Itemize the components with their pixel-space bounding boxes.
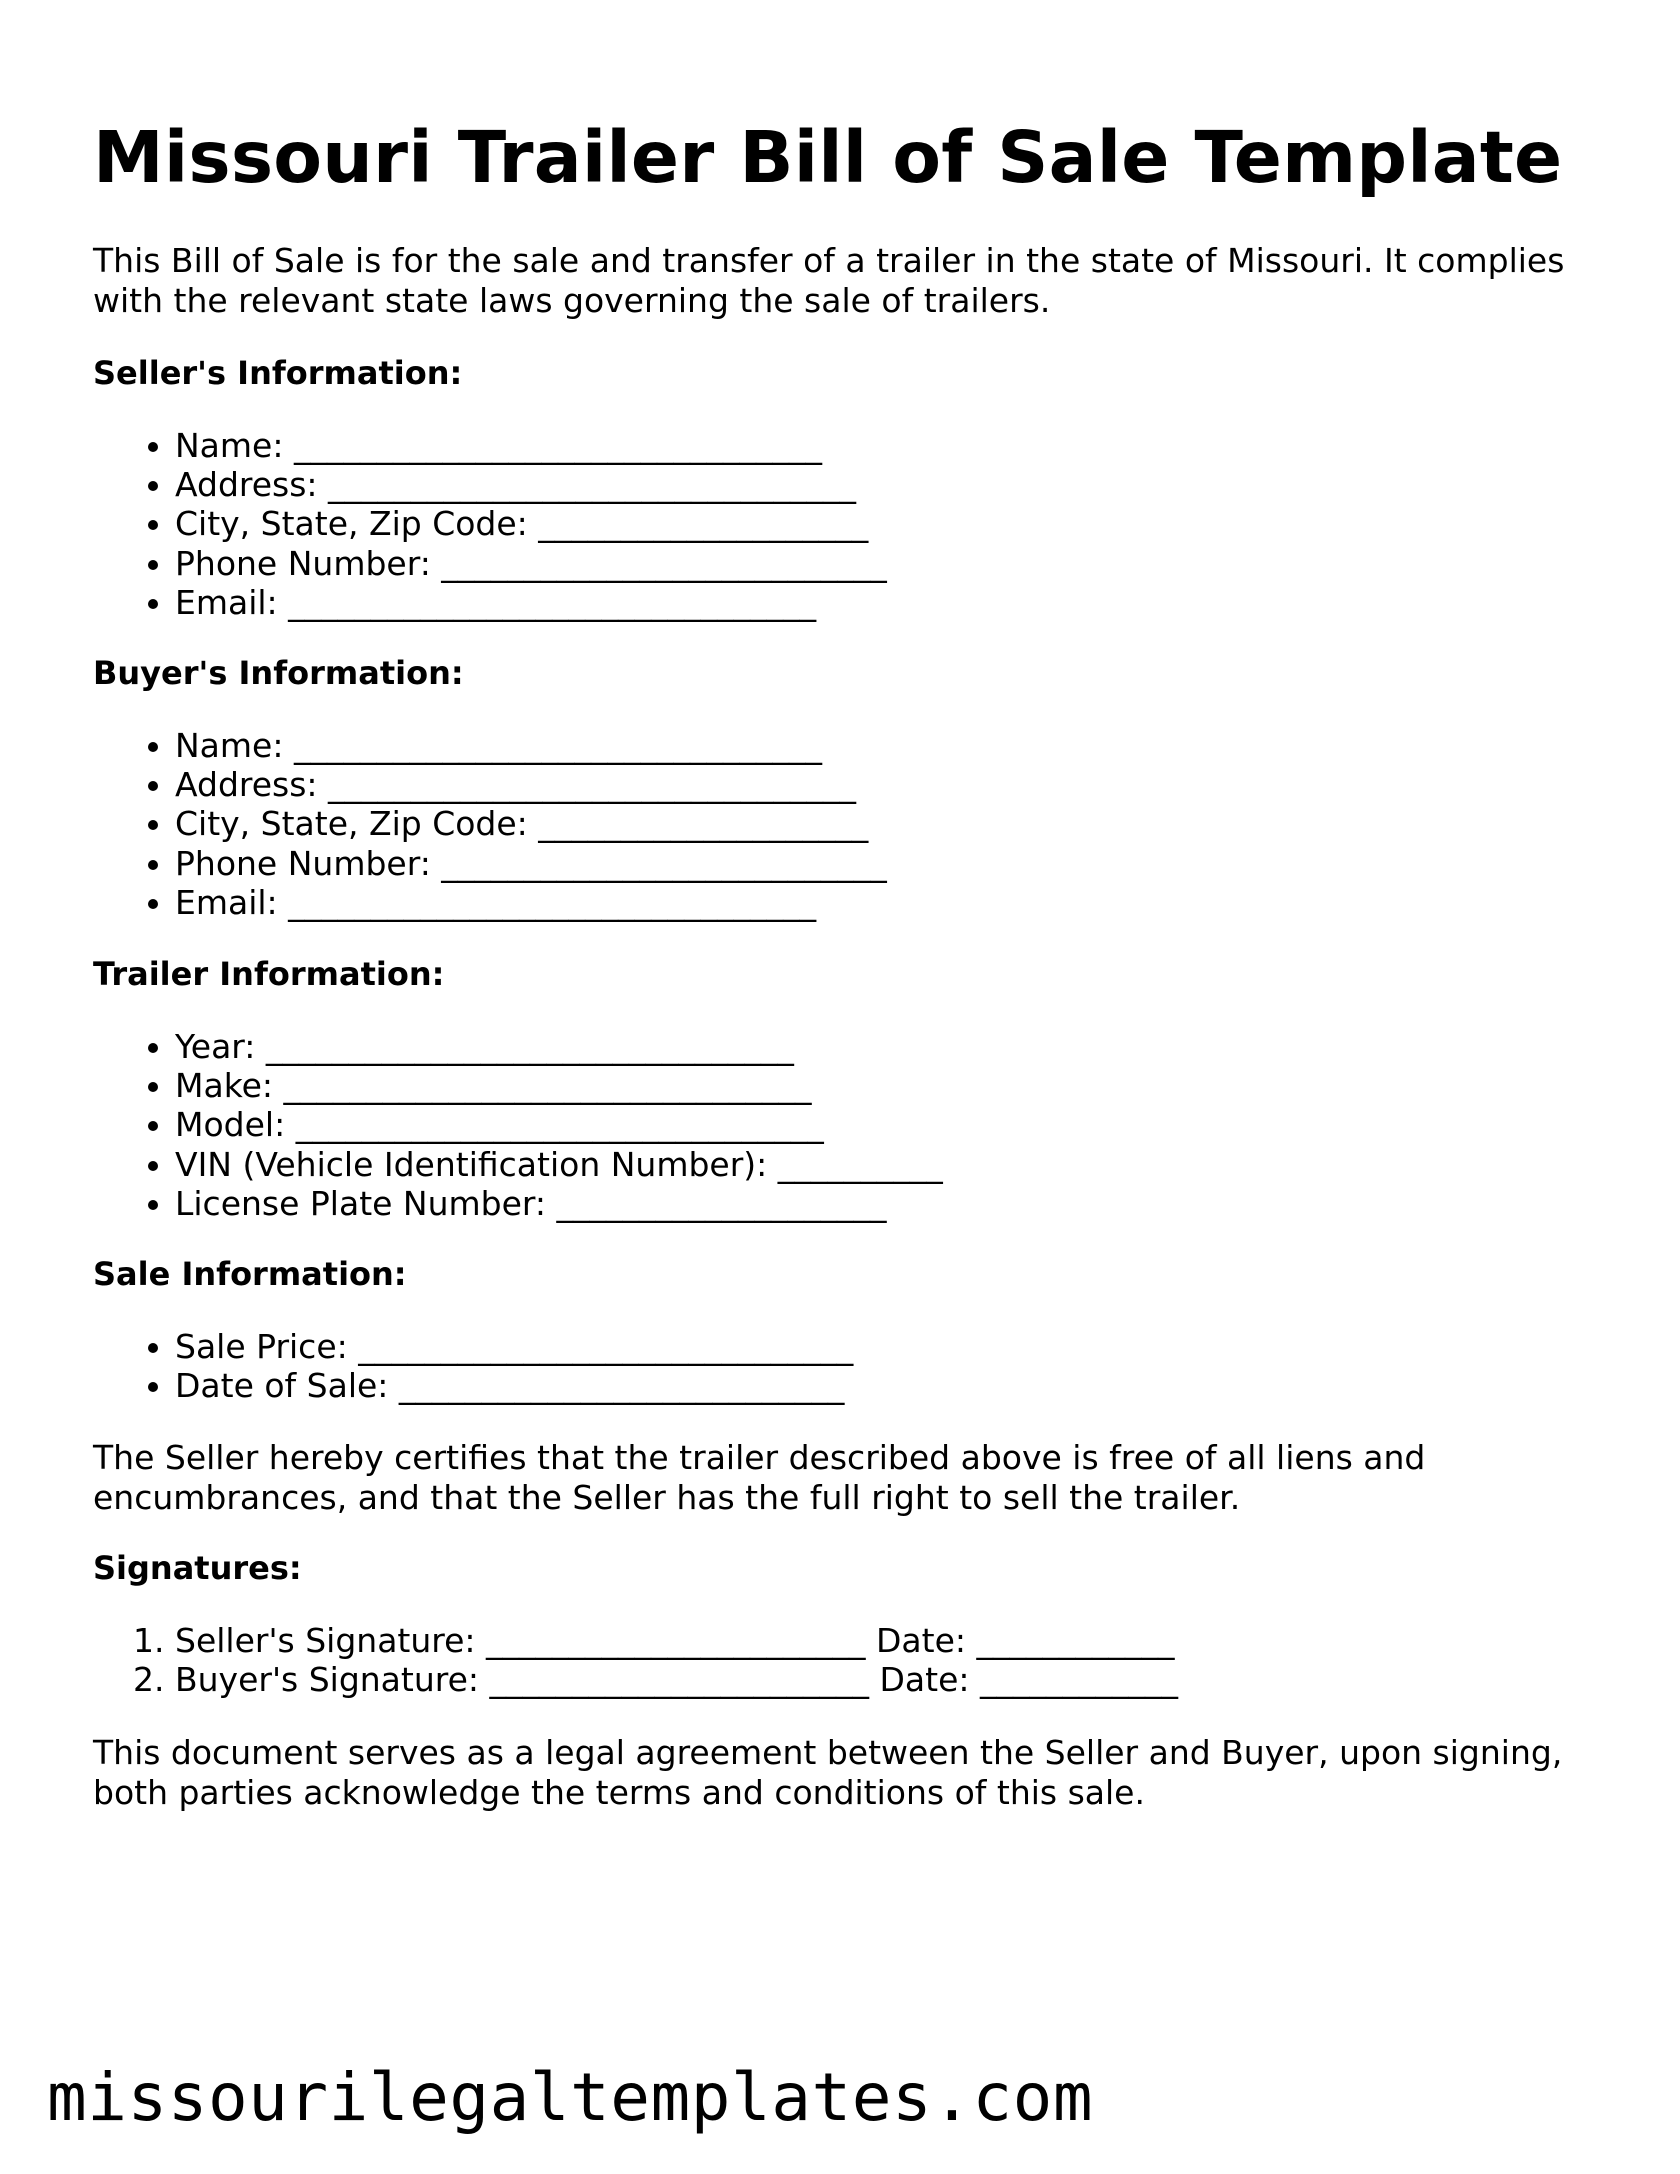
certification-paragraph: The Seller hereby certifies that the trailer described above is free of all liens and encumbrances, and that the Seller has the full right to sell the trailer.: [93, 1438, 1426, 1517]
buyer-city-state-zip-field: • City, State, Zip Code: ____________________: [175, 804, 887, 843]
sale-heading: Sale Information:: [93, 1255, 407, 1293]
closing-paragraph: This document serves as a legal agreement between the Seller and Buyer, upon signing, both parties acknowledge the terms and conditions of this sale.: [93, 1733, 1563, 1812]
seller-name-field: • Name: ________________________________: [175, 426, 887, 465]
seller-heading: Seller's Information:: [93, 354, 463, 392]
footer-website: missourilegaltemplates.com: [47, 2059, 1094, 2136]
page-title: Missouri Trailer Bill of Sale Template: [93, 116, 1563, 199]
buyer-phone-field: • Phone Number: ___________________________: [175, 844, 887, 883]
trailer-vin-field: • VIN (Vehicle Identification Number): __________: [175, 1145, 943, 1184]
trailer-model-field: • Model: ________________________________: [175, 1105, 943, 1144]
trailer-heading: Trailer Information:: [93, 955, 445, 993]
seller-address-field: • Address: ________________________________: [175, 465, 887, 504]
buyer-address-field: • Address: ________________________________: [175, 765, 887, 804]
signatures-list: [93, 1621, 1178, 1699]
signatures-heading: Signatures:: [93, 1549, 302, 1587]
seller-email-field: • Email: ________________________________: [175, 583, 887, 622]
buyer-fields-list: [93, 726, 887, 922]
trailer-make-field: • Make: ________________________________: [175, 1066, 943, 1105]
trailer-license-plate-field: • License Plate Number: ____________________: [175, 1184, 943, 1223]
sale-date-field: • Date of Sale: ___________________________: [175, 1366, 853, 1405]
sale-fields-list: [93, 1327, 853, 1405]
seller-city-state-zip-field: • City, State, Zip Code: ____________________: [175, 504, 887, 543]
buyer-signature-line: 2. Buyer's Signature: _______________________ Date: ____________: [175, 1660, 1178, 1699]
buyer-email-field: • Email: ________________________________: [175, 883, 887, 922]
intro-paragraph: This Bill of Sale is for the sale and transfer of a trailer in the state of Missouri. It complies with the relevant state laws governing the sale of trailers.: [93, 241, 1565, 320]
buyer-heading: Buyer's Information:: [93, 654, 464, 692]
trailer-year-field: • Year: ________________________________: [175, 1027, 943, 1066]
buyer-name-field: • Name: ________________________________: [175, 726, 887, 765]
seller-signature-line: 1. Seller's Signature: _______________________ Date: ____________: [175, 1621, 1178, 1660]
trailer-fields-list: [93, 1027, 943, 1223]
seller-fields-list: [93, 426, 887, 622]
sale-price-field: • Sale Price: ______________________________: [175, 1327, 853, 1366]
seller-phone-field: • Phone Number: ___________________________: [175, 544, 887, 583]
